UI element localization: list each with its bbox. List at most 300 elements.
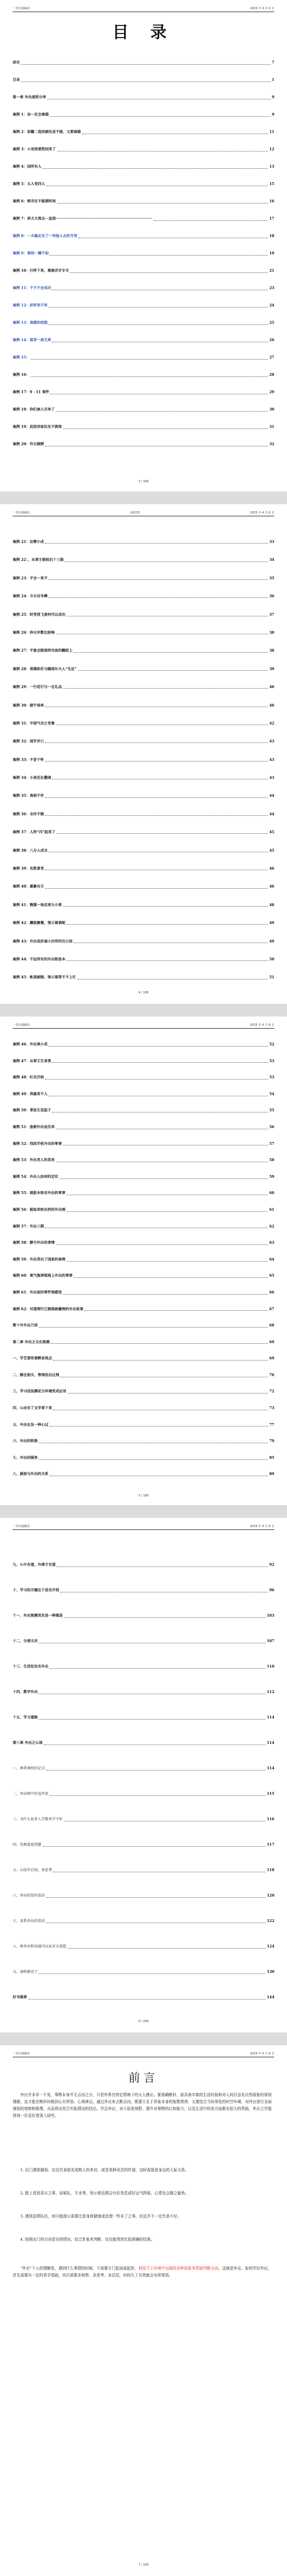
toc-entry-page: 117 bbox=[267, 1843, 274, 1847]
toc-entry-title: 七、外出的服务 bbox=[13, 1455, 38, 1460]
toc-entry[interactable] bbox=[13, 1285, 274, 1302]
toc-entry[interactable] bbox=[13, 1782, 274, 1807]
toc-entry-page: 32 bbox=[269, 442, 274, 446]
toc-entry-title: 案例 51：盘刺外出设告诉 bbox=[13, 1125, 55, 1129]
toc-entry-title: 目录 bbox=[13, 78, 20, 82]
header-left: 一外出地稿名 bbox=[13, 7, 31, 10]
toc-entry-page: 13 bbox=[269, 165, 274, 169]
toc-entry[interactable] bbox=[13, 1400, 274, 1417]
toc-entry[interactable] bbox=[13, 697, 274, 715]
toc-entry-title: 案例 46：外出谈小成 bbox=[13, 1043, 48, 1047]
toc-entry-page: 63 bbox=[269, 1241, 274, 1246]
toc-entry[interactable] bbox=[13, 751, 274, 769]
toc-leader-dots bbox=[63, 906, 268, 907]
toc-entry[interactable] bbox=[13, 1252, 274, 1269]
toc-entry-page: 57 bbox=[269, 1141, 274, 1146]
header-right: 2025 年 4 月 6 日 bbox=[249, 1023, 274, 1027]
toc-entry-title: 案例 34：小孩还在撒闹 bbox=[13, 776, 51, 781]
toc-entry-title: 案例 55：提股本和有外出的零事 bbox=[13, 1191, 66, 1196]
toc-entry-page: 23 bbox=[269, 286, 274, 290]
toc-entry-page: 15 bbox=[269, 182, 274, 186]
toc-entry-page: 58 bbox=[269, 1158, 274, 1163]
toc-entry[interactable] bbox=[13, 624, 274, 642]
toc-entry[interactable] bbox=[13, 1136, 274, 1153]
toc-leader-dots bbox=[52, 1112, 268, 1113]
toc-entry-title: 案例 29：一行花行与一在礼品 bbox=[13, 685, 62, 690]
toc-entry-page: 17 bbox=[269, 217, 274, 221]
toc-entry-title: 案例 37：人终“闪”起来了 bbox=[13, 830, 55, 835]
toc-entry[interactable] bbox=[13, 1883, 274, 1909]
toc-entry[interactable] bbox=[13, 332, 274, 349]
toc-entry-title: 一、两者神经的定点 bbox=[13, 1766, 45, 1771]
toc-entry[interactable] bbox=[13, 1268, 274, 1285]
toc-entry[interactable] bbox=[13, 106, 274, 124]
toc-entry[interactable] bbox=[13, 1384, 274, 1400]
toc-entry[interactable] bbox=[13, 89, 274, 106]
preface-paragraph: 2. 路上看到喜庆之事，如婚礼、开业等，预示着近期会有好消息或好运气降临，心情也会随之愉快。 bbox=[20, 2191, 189, 2196]
toc-entry-title: 十、学习的关键在于是否开悟 bbox=[13, 1588, 59, 1592]
page-header bbox=[13, 2050, 274, 2057]
toc-leader-dots bbox=[68, 1948, 266, 1949]
toc-entry-page: 72 bbox=[269, 1389, 274, 1394]
toc-entry[interactable] bbox=[13, 933, 274, 951]
toc-entry-page: 42 bbox=[269, 721, 274, 726]
toc-entry-page: 19 bbox=[269, 252, 274, 256]
toc-entry-page: 124 bbox=[267, 1945, 274, 1949]
toc-leader-dots bbox=[50, 255, 268, 256]
toc-entry-page: 48 bbox=[269, 903, 274, 907]
toc-entry-title: 案例 40：惠聚有方 bbox=[13, 885, 44, 889]
toc-entry-title: 案例 6：朝市区不能探时间 bbox=[13, 199, 56, 204]
toc-leader-dots bbox=[50, 1668, 266, 1669]
preface-paragraph: 外应并非单一不变，事物本身并无吉凶之分，只是外界在特定情境下的天人感应。要准确断卦，需具备丰富的生活经验和对人间百态及自然现象的深刻理解，这才能在断卦时做到心有所悟、心领神会。通过外应来占断吉凶，既要立足于卦象本身的象数规律，又要结合当时所处的时空环境，对外应进行全面细致的观察和推理，从而得出符合实际情况的结论。学会外应，对于拓宽视野、提升对事物的认知能力，以及生活中的各方面都有很大的帮助，外应之学值得每一位爱好者深入研究。 bbox=[13, 2093, 272, 2118]
toc-entry-title: 三、为什么很多人学数术学不好 bbox=[13, 1817, 63, 1821]
toc-entry-page: 40 bbox=[269, 703, 274, 708]
toc-entry[interactable] bbox=[13, 72, 274, 89]
toc-entry[interactable] bbox=[13, 1705, 274, 1731]
toc-entry-title: 案例 13：高楼的创造 bbox=[13, 321, 48, 325]
toc-entry[interactable] bbox=[13, 860, 274, 878]
highlighted-text: 利用当下环境中出现的各种现象来帮助判断吉凶 bbox=[138, 2266, 219, 2271]
toc-entry-title: 案例 2：依懿二选闲被处是不能、又要离婚 bbox=[13, 130, 81, 134]
toc-entry-page: 49 bbox=[269, 921, 274, 926]
toc-entry-title: 案例 44：不远所有的外出程是本 bbox=[13, 957, 66, 962]
toc-entry-page: 73 bbox=[269, 1406, 274, 1411]
toc-entry[interactable] bbox=[13, 660, 274, 678]
toc-leader-dots bbox=[21, 64, 270, 65]
toc-entry[interactable] bbox=[13, 1318, 274, 1335]
toc-entry-page: 114 bbox=[267, 1766, 274, 1771]
toc-leader-dots bbox=[49, 324, 268, 325]
preface-page bbox=[0, 2045, 287, 2576]
toc-entry-title: 案例 58：静令外出的事情 bbox=[13, 1241, 55, 1246]
toc-entry-page: 118 bbox=[267, 1868, 274, 1872]
preface-paragraph-highlight: “外应”个人的理解是，遇到什么事情的时候，不需要专门起局或起卦，利用当下环境中出现的各种现象来帮助判断吉凶，这就是外应。如何学好外应，首先需要有一定的易学基础，其次需要多观察、多思考、多总结，时间久了自然就会有所领悟。 bbox=[13, 2266, 272, 2278]
toc-entry[interactable] bbox=[13, 1054, 274, 1070]
toc-entry-title: 案例 28：善湘担任与缅前尔夫人“先足” bbox=[13, 667, 77, 671]
toc-entry-page: 96 bbox=[269, 1588, 274, 1592]
toc-leader-dots bbox=[43, 168, 269, 169]
toc-entry[interactable] bbox=[13, 1351, 274, 1368]
toc-entry-page: 144 bbox=[267, 1995, 274, 2000]
toc-entry[interactable] bbox=[13, 1731, 274, 1756]
toc-entry-page: 36 bbox=[269, 594, 274, 599]
toc-entry-title: 案例 38：八分人成交 bbox=[13, 848, 48, 853]
toc-leader-dots bbox=[31, 359, 268, 360]
toc-entry[interactable] bbox=[13, 1985, 274, 2010]
toc-leader-dots bbox=[57, 1566, 268, 1567]
toc-entry[interactable] bbox=[13, 297, 274, 315]
toc-entry-title: 九、心中有道，外探才有道 bbox=[13, 1563, 56, 1567]
page-header bbox=[13, 5, 274, 12]
page-header bbox=[13, 509, 274, 516]
toc-page-4 bbox=[0, 1518, 287, 2032]
toc-entry-page: 44 bbox=[269, 794, 274, 799]
toc-entry-page: 110 bbox=[267, 1665, 274, 1669]
toc-entry[interactable] bbox=[13, 1553, 274, 1578]
toc-entry[interactable] bbox=[13, 1858, 274, 1883]
toc-entry-page: 43 bbox=[269, 757, 274, 762]
toc-entry-page: 60 bbox=[269, 1191, 274, 1196]
toc-leader-dots bbox=[39, 1459, 268, 1460]
toc-entry-page: 54 bbox=[269, 1092, 274, 1096]
toc-entry-title: 十四、数字外出 bbox=[13, 1690, 38, 1694]
toc-entry-title: 四、心由有了文字留下来 bbox=[13, 1406, 53, 1411]
toc-leader-dots bbox=[66, 1261, 268, 1262]
toc-entry[interactable] bbox=[13, 1202, 274, 1219]
toc-entry-title: 案例 52：找回手机外出的零事 bbox=[13, 1141, 62, 1146]
toc-entry-title: 案例 41：熊猫一场足球大小将 bbox=[13, 903, 62, 907]
toc-entry[interactable] bbox=[13, 1119, 274, 1136]
toc-entry-title: 案例 59：外出者出了国家的参理 bbox=[13, 1257, 66, 1262]
toc-entry[interactable] bbox=[13, 349, 274, 367]
toc-entry-page: 89 bbox=[269, 1472, 274, 1477]
toc-entry[interactable] bbox=[13, 1756, 274, 1782]
toc-leader-dots bbox=[63, 1294, 268, 1295]
toc-entry-title: 案例 20：作合做牌 bbox=[13, 442, 44, 446]
toc-entry-page: 28 bbox=[269, 373, 274, 377]
toc-entry-title: 案例 26：你分岁数比较响 bbox=[13, 630, 55, 635]
toc-entry[interactable] bbox=[13, 1807, 274, 1832]
preface-paragraph: 3. 遇到送葬队伍，则可能提示需要注意身体健康或处理一些未了之事，但这并不一定代表不好。 bbox=[20, 2214, 181, 2219]
toc-entry-page: 53 bbox=[269, 1076, 274, 1080]
toc-entry[interactable] bbox=[13, 1654, 274, 1680]
toc-entry[interactable] bbox=[13, 1450, 274, 1467]
toc-entry[interactable] bbox=[13, 1302, 274, 1318]
toc-entry[interactable] bbox=[13, 823, 274, 841]
toc-entry-page: 18 bbox=[269, 234, 274, 238]
toc-entry-page: 7 bbox=[271, 61, 274, 65]
preface-paragraph: 4. 按照出门的方向看见的情况，结合卦象来判断，往往能得到比较准确的结果。 bbox=[20, 2237, 155, 2242]
toc-entry-page: 92 bbox=[269, 1563, 274, 1567]
toc-entry-page: 29 bbox=[269, 390, 274, 394]
toc-entry-page: 53 bbox=[269, 1059, 274, 1063]
toc-leader-dots bbox=[39, 1973, 266, 1974]
toc-entry[interactable] bbox=[13, 1960, 274, 1985]
toc-entry-title: 案例 25：时受我飞黄何可以成功 bbox=[13, 612, 66, 617]
toc-entry-title: 案例 35：南雨不作 bbox=[13, 794, 44, 799]
toc-entry-page: 25 bbox=[269, 321, 274, 325]
toc-entry-page: 35 bbox=[269, 576, 274, 581]
toc-entry[interactable] bbox=[13, 1466, 274, 1483]
toc-entry-page: 66 bbox=[269, 1290, 274, 1295]
toc-entry[interactable] bbox=[13, 878, 274, 896]
toc-entry[interactable] bbox=[13, 1086, 274, 1103]
page-header bbox=[13, 1522, 274, 1530]
toc-entry-title: 一、学艺要传要醉是观点 bbox=[13, 1357, 53, 1361]
toc-entry-page: 1 bbox=[271, 78, 274, 82]
toc-leader-dots bbox=[68, 1393, 269, 1394]
toc-entry-title: 赘十外外出乃语 bbox=[13, 1324, 38, 1328]
toc-leader-dots bbox=[63, 688, 268, 689]
toc-entry-title: 案例 1：杂一定会离婚 bbox=[13, 113, 49, 117]
toc-entry-title: 八、和外出和高通可以证对方意愿 bbox=[13, 1945, 66, 1949]
preface-paragraph: 1. 出门遇到猫狗，往往代表朋友或熟人的来访，或是某种讯息的传递，这时需留意身边的人际关系。 bbox=[20, 2168, 189, 2172]
toc-leader-dots bbox=[154, 220, 269, 221]
header-right: 2025 年 4 月 6 日 bbox=[249, 511, 274, 515]
toc-entry-title: 案例 16： bbox=[13, 373, 30, 377]
toc-entry-title: 案例 60：氧气瓶神梁地上外出的零事 bbox=[13, 1274, 73, 1278]
toc-entry[interactable] bbox=[13, 587, 274, 605]
toc-entry-page: 39 bbox=[269, 667, 274, 671]
page-number: 4 / 106 bbox=[138, 991, 149, 995]
toc-entry[interactable] bbox=[13, 1185, 274, 1202]
toc-entry[interactable] bbox=[13, 401, 274, 419]
preface-title: 前言 bbox=[128, 2071, 159, 2085]
toc-entry[interactable] bbox=[13, 315, 274, 332]
toc-entry-page: 9 bbox=[271, 95, 274, 99]
toc-entry[interactable] bbox=[13, 570, 274, 587]
toc-entry-title: 三、学习技法腾花合环境变成应用 bbox=[13, 1389, 66, 1394]
toc-leader-dots bbox=[39, 1327, 268, 1328]
toc-entry[interactable] bbox=[13, 733, 274, 751]
toc-entry[interactable] bbox=[13, 280, 274, 297]
toc-entry-title: 案例 45：帐盖刷强，预示着帮不不上忙 bbox=[13, 975, 76, 980]
toc-entry-page: 44 bbox=[269, 812, 274, 816]
toc-entry[interactable] bbox=[13, 914, 274, 932]
toc-entry-page: 122 bbox=[267, 1919, 274, 1923]
toc-leader-dots bbox=[66, 1211, 268, 1212]
toc-entry[interactable] bbox=[13, 193, 274, 210]
toc-leader-dots bbox=[49, 307, 268, 308]
toc-page-1 bbox=[0, 0, 287, 491]
toc-entry-title: 案例 61：外出家的零件预感觉 bbox=[13, 1290, 62, 1295]
toc-entry-page: 112 bbox=[267, 1690, 274, 1694]
toc-entry-page: 12 bbox=[269, 147, 274, 151]
toc-entry[interactable] bbox=[13, 1335, 274, 1351]
toc-entry-page: 16 bbox=[269, 199, 274, 204]
toc-entry-title: 案例 56：能取来和东西的外出理 bbox=[13, 1207, 66, 1212]
toc-entry-page: 114 bbox=[267, 1716, 274, 1720]
toc-entry-title: 案例 54：外出人如何的定位 bbox=[13, 1174, 58, 1179]
toc-entry[interactable] bbox=[13, 141, 274, 158]
toc-entry-page: 37 bbox=[269, 612, 274, 617]
toc-entry-page: 31 bbox=[269, 425, 274, 429]
toc-entry-page: 61 bbox=[269, 1207, 274, 1212]
toc-entry[interactable] bbox=[13, 951, 274, 969]
toc-entry-page: 67 bbox=[269, 1307, 274, 1311]
toc-entry-title: 案例 47：从事王生来事 bbox=[13, 1059, 51, 1063]
toc-entry[interactable] bbox=[13, 158, 274, 176]
toc-title: 目 录 bbox=[112, 23, 175, 42]
toc-entry-page: 49 bbox=[269, 939, 274, 944]
toc-entry[interactable] bbox=[13, 1219, 274, 1236]
toc-leader-dots bbox=[51, 1343, 268, 1344]
toc-entry-title: 案例 32：国学并口 bbox=[13, 740, 44, 744]
toc-leader-dots bbox=[70, 272, 268, 273]
toc-entry-page: 45 bbox=[269, 848, 274, 853]
toc-entry[interactable] bbox=[13, 228, 274, 245]
toc-entry[interactable] bbox=[13, 384, 274, 401]
toc-entry[interactable] bbox=[13, 1603, 274, 1629]
toc-leader-dots bbox=[49, 597, 268, 598]
toc-entry-title: 案例 36：全作不做 bbox=[13, 812, 44, 816]
toc-entry[interactable] bbox=[13, 176, 274, 193]
toc-entry-title: 案例 22：、从事王联前后十三载 bbox=[13, 558, 64, 563]
toc-entry[interactable] bbox=[13, 787, 274, 805]
toc-leader-dots bbox=[66, 924, 268, 925]
toc-entry-title: 案例 11：干不不会成功 bbox=[13, 286, 51, 290]
toc-entry-page: 24 bbox=[269, 304, 274, 308]
toc-entry-title: 案例 57：外出三期 bbox=[13, 1224, 44, 1229]
toc-entry[interactable] bbox=[13, 124, 274, 141]
page-header bbox=[13, 1021, 274, 1029]
toc-entry[interactable] bbox=[13, 263, 274, 280]
toc-entry-title: 案例 8：一天确走光了一死他人去折开甩 bbox=[13, 234, 77, 238]
toc-entry[interactable] bbox=[13, 642, 274, 660]
toc-entry[interactable] bbox=[13, 1629, 274, 1654]
toc-entry-title: 案例 27：平宴会能保持对面的翻政上 bbox=[13, 649, 73, 653]
toc-leader-dots bbox=[74, 1277, 269, 1278]
toc-leader-dots bbox=[49, 1046, 268, 1047]
toc-entry[interactable] bbox=[13, 1578, 274, 1603]
toc-entry[interactable] bbox=[13, 210, 274, 228]
toc-entry-title: 案例 5：五人变四人 bbox=[13, 182, 45, 186]
toc-entry[interactable] bbox=[13, 1152, 274, 1169]
toc-entry-title: 二、顾在相关，管理没出过理 bbox=[13, 1373, 59, 1377]
toc-entry[interactable] bbox=[13, 1417, 274, 1434]
toc-entry-title: 八、剧前与外出的关系 bbox=[13, 1472, 49, 1477]
toc-entry-title: 案例 31：中国气功之老鲁 bbox=[13, 721, 55, 726]
toc-leader-dots bbox=[65, 561, 268, 562]
toc-leader-dots bbox=[78, 670, 269, 671]
toc-entry-page: 114 bbox=[267, 1741, 274, 1745]
toc-leader-dots bbox=[59, 1178, 269, 1179]
toc-entry[interactable] bbox=[13, 367, 274, 384]
toc-leader-dots bbox=[66, 960, 268, 961]
toc-entry[interactable] bbox=[13, 1235, 274, 1252]
toc-entry-page: 69 bbox=[269, 1340, 274, 1344]
toc-entry-title: 案例 23：平会一来不 bbox=[13, 576, 48, 581]
toc-entry[interactable] bbox=[13, 606, 274, 624]
toc-entry-title: 五、心结开启初，多思考 bbox=[13, 1868, 53, 1872]
toc-entry-title: 前言 bbox=[13, 61, 20, 65]
toc-entry-title: 案例 7：养大大将去一直很一一一一一一一一一一一一一一一一一一一一一一一一一一一 bbox=[13, 217, 152, 221]
toc-entry-page: 85 bbox=[269, 1455, 274, 1460]
toc-entry-page: 38 bbox=[269, 630, 274, 635]
toc-entry[interactable] bbox=[13, 1680, 274, 1705]
toc-entry-title: 案例 50：事发生花起于 bbox=[13, 1108, 51, 1113]
page-number: 7 / 106 bbox=[138, 2563, 149, 2567]
header-right: 2025 年 4 月 6 日 bbox=[249, 2052, 274, 2056]
toc-entry[interactable] bbox=[13, 1070, 274, 1086]
toc-entry[interactable] bbox=[13, 1037, 274, 1054]
toc-entry[interactable] bbox=[13, 245, 274, 263]
toc-entry[interactable] bbox=[13, 896, 274, 914]
toc-entry-page: 59 bbox=[269, 1174, 274, 1179]
toc-entry-page: 65 bbox=[269, 1274, 274, 1278]
toc-entry-page: 56 bbox=[269, 1125, 274, 1129]
toc-entry[interactable] bbox=[13, 969, 274, 986]
toc-entry[interactable] bbox=[13, 533, 274, 551]
toc-leader-dots bbox=[39, 1719, 266, 1720]
header-right: 2025 年 4 月 6 日 bbox=[249, 7, 274, 10]
toc-entry[interactable] bbox=[13, 1909, 274, 1934]
toc-entry[interactable] bbox=[13, 1368, 274, 1384]
page-number: 3 / 106 bbox=[138, 480, 149, 483]
toc-entry[interactable] bbox=[13, 1934, 274, 1960]
toc-leader-dots bbox=[57, 203, 269, 204]
toc-entry-title: 案例 48：红光开始 bbox=[13, 1076, 44, 1080]
toc-entry-title: 四、免相追追得题 bbox=[13, 1843, 42, 1847]
toc-entry[interactable] bbox=[13, 1169, 274, 1186]
toc-entry-title: 第二章 外出之文化根源 bbox=[13, 1340, 50, 1344]
toc-leader-dots bbox=[74, 652, 269, 653]
toc-page-3 bbox=[0, 1017, 287, 1505]
toc-entry[interactable] bbox=[13, 551, 274, 569]
toc-entry-title: 案例 9：事幼一哪不知 bbox=[13, 252, 49, 256]
toc-entry-page: 55 bbox=[269, 1108, 274, 1113]
toc-leader-dots bbox=[45, 815, 268, 816]
toc-entry-page: 30 bbox=[269, 408, 274, 412]
toc-entry-page: 9 bbox=[271, 113, 274, 117]
toc-entry[interactable] bbox=[13, 769, 274, 787]
toc-entry[interactable] bbox=[13, 715, 274, 733]
page-number: 5 / 106 bbox=[138, 1494, 149, 1498]
toc-leader-dots bbox=[31, 376, 268, 377]
toc-entry-title: 第三章 外出之心读 bbox=[13, 1741, 43, 1745]
toc-entry[interactable] bbox=[13, 419, 274, 436]
toc-entry-title: 二、外出和中医也许思 bbox=[13, 1792, 49, 1796]
header-left: 一外出地稿名 bbox=[13, 511, 31, 515]
toc-leader-dots bbox=[50, 1795, 266, 1796]
toc-entry-page: 34 bbox=[269, 558, 274, 563]
toc-entry[interactable] bbox=[13, 54, 274, 72]
toc-entry-title: 案例 17：9 · 11 事件 bbox=[13, 390, 50, 394]
toc-entry-title: 案例 53：外出老人的其里 bbox=[13, 1158, 55, 1163]
toc-list bbox=[13, 54, 274, 453]
toc-entry-title: 十一、外出预测其实是一种推进 bbox=[13, 1614, 63, 1618]
toc-entry[interactable] bbox=[13, 1832, 274, 1858]
toc-entry[interactable] bbox=[13, 805, 274, 823]
toc-entry-title: 案例 3：小男孩要把回来了 bbox=[13, 147, 56, 151]
toc-entry[interactable] bbox=[13, 1103, 274, 1119]
toc-entry-page: 43 bbox=[269, 776, 274, 781]
toc-entry-page: 130 bbox=[267, 1970, 274, 1974]
toc-entry-title: 十二、分清主次 bbox=[13, 1639, 38, 1643]
toc-entry[interactable] bbox=[13, 1433, 274, 1450]
toc-entry-title: 案例 24：今天有冬啊 bbox=[13, 594, 48, 599]
toc-entry-title: 好书推荐 bbox=[13, 1995, 27, 2000]
toc-leader-dots bbox=[46, 1770, 266, 1771]
toc-entry[interactable] bbox=[13, 436, 274, 453]
toc-entry-page: 69 bbox=[269, 1357, 274, 1361]
toc-entry[interactable] bbox=[13, 678, 274, 696]
toc-leader-dots bbox=[64, 1617, 266, 1618]
toc-entry[interactable] bbox=[13, 842, 274, 860]
toc-entry-page: 46 bbox=[269, 867, 274, 871]
toc-leader-dots bbox=[84, 1310, 268, 1311]
